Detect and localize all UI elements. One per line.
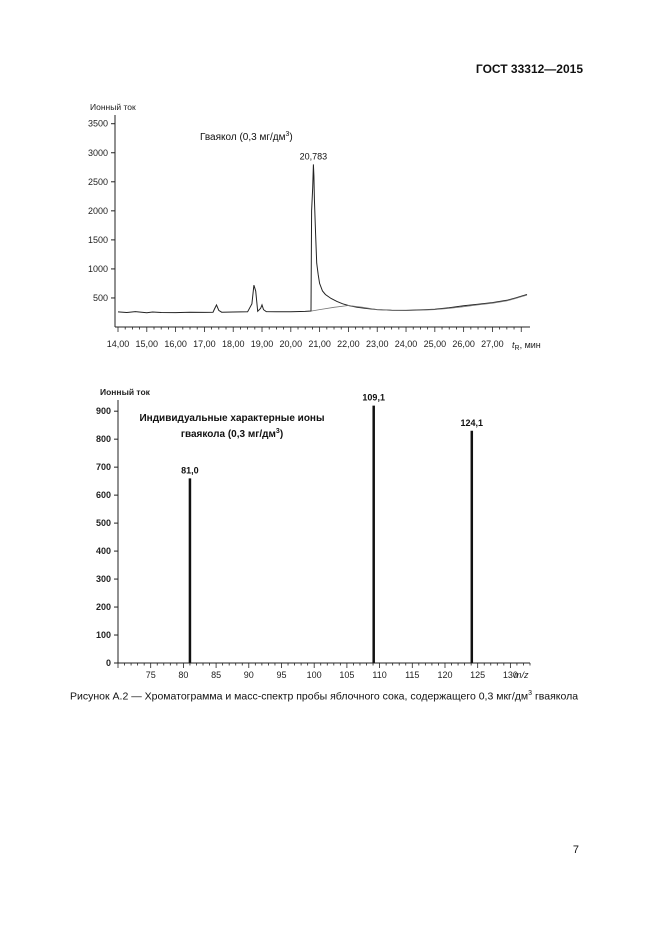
spectrum-y-tick-label: 100	[95, 630, 111, 641]
spectrum-x-tick-label: 85	[211, 670, 222, 680]
chromatogram-signal-line	[118, 164, 527, 312]
spectrum-y-tick-label: 500	[95, 518, 111, 529]
spectrum-y-tick-label: 0	[105, 658, 111, 668]
spectrum-peak-label: 109,1	[362, 392, 385, 403]
chromatogram-y-tick-label: 2000	[87, 205, 108, 216]
chromatogram-annotation: Гваякол (0,3 $мг/дм^3$)	[200, 131, 293, 143]
chromatogram-y-tick-label: 500	[92, 292, 108, 303]
chromatogram-ylabel: Ионный ток	[90, 102, 136, 112]
spectrum-x-tick-label: 95	[276, 670, 287, 680]
spectrum-xlabel: m/z	[514, 670, 529, 680]
spectrum-x-tick-label: 130	[502, 670, 518, 680]
chromatogram-x-tick-label: 16,00	[164, 339, 187, 349]
chromatogram-peak-label: 20,783	[299, 151, 328, 162]
standard-number: ГОСТ 33312—2015	[475, 62, 583, 76]
spectrum-x-tick-label: 120	[437, 670, 453, 680]
chromatogram-y-tick-label: 3000	[87, 147, 108, 158]
spectrum-y-tick-label: 600	[95, 490, 111, 501]
spectrum-x-tick-label: 100	[306, 670, 322, 680]
chromatogram-x-tick-label: 22,00	[337, 339, 360, 349]
chromatogram-x-tick-label: 19,00	[250, 339, 274, 349]
spectrum-annotation-line1: Индивидуальные характерные ионы	[139, 413, 325, 424]
spectrum-y-tick-label: 900	[95, 406, 111, 417]
spectrum-x-tick-label: 80	[178, 670, 189, 680]
chromatogram-x-tick-label: 25,00	[423, 339, 447, 349]
spectrum-ylabel: Ионный ток	[100, 387, 150, 397]
spectrum-x-tick-label: 110	[372, 670, 387, 680]
chromatogram-x-tick-label: 27,00	[481, 339, 504, 349]
spectrum-x-tick-label: 115	[405, 670, 420, 680]
chromatogram-x-tick-label: 20,00	[279, 339, 303, 349]
spectrum-peak-label: 81,0	[181, 465, 199, 476]
chromatogram-x-tick-label: 18,00	[221, 339, 245, 349]
chromatogram-baseline	[312, 295, 527, 311]
spectrum-x-tick-label: 90	[243, 670, 254, 680]
spectrum-annotation-line2: гваякола (0,3 $мг/дм^3$)	[180, 428, 284, 440]
spectrum-y-tick-label: 700	[95, 462, 111, 473]
chromatogram-x-tick-label: 14,00	[106, 339, 130, 349]
page-number: 7	[572, 844, 579, 856]
chromatogram-x-tick-label: 21,00	[308, 339, 331, 349]
spectrum-peak-label: 124,1	[460, 417, 484, 428]
chromatogram-y-tick-label: 2500	[87, 176, 108, 187]
spectrum-y-tick-label: 800	[95, 434, 111, 445]
chromatogram-y-tick-label: 1500	[87, 234, 108, 245]
spectrum-x-tick-label: 75	[145, 670, 156, 680]
spectrum-y-tick-label: 400	[95, 546, 111, 557]
chromatogram-xlabel: $t_R$, мин	[512, 340, 541, 352]
chromatogram-x-tick-label: 15,00	[135, 339, 159, 349]
spectrum-x-tick-label: 105	[339, 670, 355, 680]
chromatogram-x-tick-label: 17,00	[193, 339, 216, 349]
chromatogram-y-tick-label: 3500	[87, 118, 108, 129]
spectrum-y-tick-label: 200	[95, 602, 111, 613]
mass-spectrum-chart	[96, 387, 530, 680]
spectrum-x-tick-label: 125	[470, 670, 486, 680]
chromatogram-x-tick-label: 26,00	[452, 339, 475, 349]
spectrum-y-tick-label: 300	[95, 574, 111, 585]
chromatogram-x-tick-label: 23,00	[365, 339, 389, 349]
chromatogram-x-tick-label: 24,00	[394, 339, 418, 349]
chromatogram-chart	[88, 102, 541, 352]
chromatogram-y-tick-label: 1000	[87, 263, 108, 274]
figure-caption: Рисунок А.2 — Хроматограмма и масс-спектр пробы яблочного сока, содержащего 0,3 мкг/$дм^3$ гваякола	[70, 690, 579, 703]
